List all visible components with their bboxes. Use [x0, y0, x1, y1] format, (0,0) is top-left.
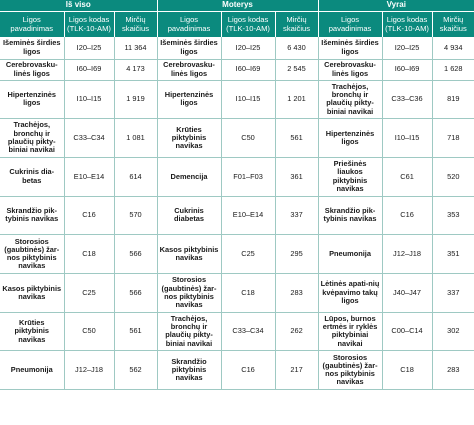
total-code-cell: C50 — [64, 312, 114, 351]
total-name-cell: Cerebrovasku-linės ligos — [0, 59, 64, 80]
total-deaths-cell: 11 364 — [114, 37, 157, 59]
total-deaths-cell: 1 919 — [114, 80, 157, 119]
column-header-name: Ligos pavadinimas — [157, 12, 221, 38]
men-code-cell: I10–I15 — [382, 119, 432, 158]
men-code-cell: I60–I69 — [382, 59, 432, 80]
women-name-cell: Išeminės širdies ligos — [157, 37, 221, 59]
table-row — [0, 235, 474, 274]
men-code-cell: C18 — [382, 351, 432, 390]
men-name-cell: Hipertenzinės ligos — [318, 119, 382, 158]
column-header-deaths: Mirčių skaičius — [275, 12, 318, 38]
women-deaths-cell: 1 201 — [275, 80, 318, 119]
total-code-cell: J12–J18 — [64, 351, 114, 390]
total-name-cell: Skrandžio pik-tybinis navikas — [0, 196, 64, 235]
men-code-cell: J12–J18 — [382, 235, 432, 274]
total-deaths-cell: 570 — [114, 196, 157, 235]
group-header-total: Iš viso — [0, 0, 157, 12]
table-body — [0, 37, 474, 390]
men-code-cell: C61 — [382, 157, 432, 196]
column-header-name: Ligos pavadinimas — [318, 12, 382, 38]
total-code-cell: C18 — [64, 235, 114, 274]
women-deaths-cell: 217 — [275, 351, 318, 390]
women-name-cell: Kasos piktybinis navikas — [157, 235, 221, 274]
group-header-men: Vyrai — [318, 0, 474, 12]
total-deaths-cell: 4 173 — [114, 59, 157, 80]
men-deaths-cell: 283 — [432, 351, 474, 390]
table-row — [0, 196, 474, 235]
men-name-cell: Skrandžio pik-tybinis navikas — [318, 196, 382, 235]
men-deaths-cell: 337 — [432, 273, 474, 312]
men-name-cell: Trachėjos, bronchų ir plaučių pikty-biniai navikai — [318, 80, 382, 119]
women-code-cell: I60–I69 — [221, 59, 275, 80]
total-deaths-cell: 614 — [114, 157, 157, 196]
women-deaths-cell: 295 — [275, 235, 318, 274]
women-name-cell: Storosios (gaubtinės) žar-nos piktybinis navikas — [157, 273, 221, 312]
men-name-cell: Pneumonija — [318, 235, 382, 274]
men-deaths-cell: 4 934 — [432, 37, 474, 59]
women-code-cell: C50 — [221, 119, 275, 158]
women-deaths-cell: 2 545 — [275, 59, 318, 80]
table-row — [0, 273, 474, 312]
men-code-cell: C16 — [382, 196, 432, 235]
women-code-cell: E10–E14 — [221, 196, 275, 235]
women-deaths-cell: 283 — [275, 273, 318, 312]
men-name-cell: Priešinės liaukos piktybinis navikas — [318, 157, 382, 196]
men-deaths-cell: 351 — [432, 235, 474, 274]
column-header-code: Ligos kodas (TLK-10-AM) — [382, 12, 432, 38]
men-code-cell: J40–J47 — [382, 273, 432, 312]
men-name-cell: Storosios (gaubtinės) žar-nos piktybinis navikas — [318, 351, 382, 390]
total-name-cell: Kasos piktybinis navikas — [0, 273, 64, 312]
women-deaths-cell: 337 — [275, 196, 318, 235]
total-deaths-cell: 566 — [114, 273, 157, 312]
table-row — [0, 59, 474, 80]
total-code-cell: C33–C34 — [64, 119, 114, 158]
total-deaths-cell: 562 — [114, 351, 157, 390]
men-name-cell: Lūpos, burnos ertmės ir ryklės piktybiniai navikai — [318, 312, 382, 351]
women-code-cell: F01–F03 — [221, 157, 275, 196]
total-name-cell: Cukrinis dia-betas — [0, 157, 64, 196]
total-deaths-cell: 1 081 — [114, 119, 157, 158]
table-row — [0, 119, 474, 158]
women-code-cell: I20–I25 — [221, 37, 275, 59]
total-code-cell: C25 — [64, 273, 114, 312]
men-code-cell: I20–I25 — [382, 37, 432, 59]
men-deaths-cell: 718 — [432, 119, 474, 158]
table-row — [0, 351, 474, 390]
women-deaths-cell: 6 430 — [275, 37, 318, 59]
column-header-code: Ligos kodas (TLK-10-AM) — [64, 12, 114, 38]
men-name-cell: Cerebrovasku-linės ligos — [318, 59, 382, 80]
total-deaths-cell: 566 — [114, 235, 157, 274]
women-name-cell: Hipertenzinės ligos — [157, 80, 221, 119]
men-deaths-cell: 1 628 — [432, 59, 474, 80]
total-code-cell: I20–I25 — [64, 37, 114, 59]
women-code-cell: C18 — [221, 273, 275, 312]
table-row — [0, 312, 474, 351]
women-code-cell: C33–C34 — [221, 312, 275, 351]
women-deaths-cell: 561 — [275, 119, 318, 158]
women-name-cell: Krūties piktybinis navikas — [157, 119, 221, 158]
women-name-cell: Cerebrovasku-linės ligos — [157, 59, 221, 80]
table-row — [0, 37, 474, 59]
group-header-women: Moterys — [157, 0, 318, 12]
total-code-cell: E10–E14 — [64, 157, 114, 196]
women-code-cell: I10–I15 — [221, 80, 275, 119]
women-name-cell: Trachėjos, bronchų ir plaučių pikty-biniai navikai — [157, 312, 221, 351]
women-name-cell: Skrandžio piktybinis navikas — [157, 351, 221, 390]
women-deaths-cell: 262 — [275, 312, 318, 351]
men-deaths-cell: 353 — [432, 196, 474, 235]
total-name-cell: Išeminės širdies ligos — [0, 37, 64, 59]
total-code-cell: I10–I15 — [64, 80, 114, 119]
total-name-cell: Storosios (gaubtinės) žar-nos piktybinis navikas — [0, 235, 64, 274]
men-deaths-cell: 302 — [432, 312, 474, 351]
total-name-cell: Krūties piktybinis navikas — [0, 312, 64, 351]
men-code-cell: C00–C14 — [382, 312, 432, 351]
column-header-name: Ligos pavadinimas — [0, 12, 64, 38]
women-name-cell: Demencija — [157, 157, 221, 196]
men-code-cell: C33–C36 — [382, 80, 432, 119]
women-code-cell: C16 — [221, 351, 275, 390]
men-name-cell: Išeminės širdies ligos — [318, 37, 382, 59]
total-code-cell: C16 — [64, 196, 114, 235]
men-name-cell: Lėtinės apati-nių kvėpavimo takų ligos — [318, 273, 382, 312]
total-name-cell: Pneumonija — [0, 351, 64, 390]
women-name-cell: Cukrinis diabetas — [157, 196, 221, 235]
total-deaths-cell: 561 — [114, 312, 157, 351]
column-header-code: Ligos kodas (TLK-10-AM) — [221, 12, 275, 38]
table-row — [0, 80, 474, 119]
total-name-cell: Trachėjos, bronchų ir plaučių pikty-biniai navikai — [0, 119, 64, 158]
column-header-deaths: Mirčių skaičius — [432, 12, 474, 38]
men-deaths-cell: 819 — [432, 80, 474, 119]
men-deaths-cell: 520 — [432, 157, 474, 196]
total-name-cell: Hipertenzinės ligos — [0, 80, 64, 119]
table-row — [0, 157, 474, 196]
total-code-cell: I60–I69 — [64, 59, 114, 80]
column-header-deaths: Mirčių skaičius — [114, 12, 157, 38]
women-code-cell: C25 — [221, 235, 275, 274]
women-deaths-cell: 361 — [275, 157, 318, 196]
